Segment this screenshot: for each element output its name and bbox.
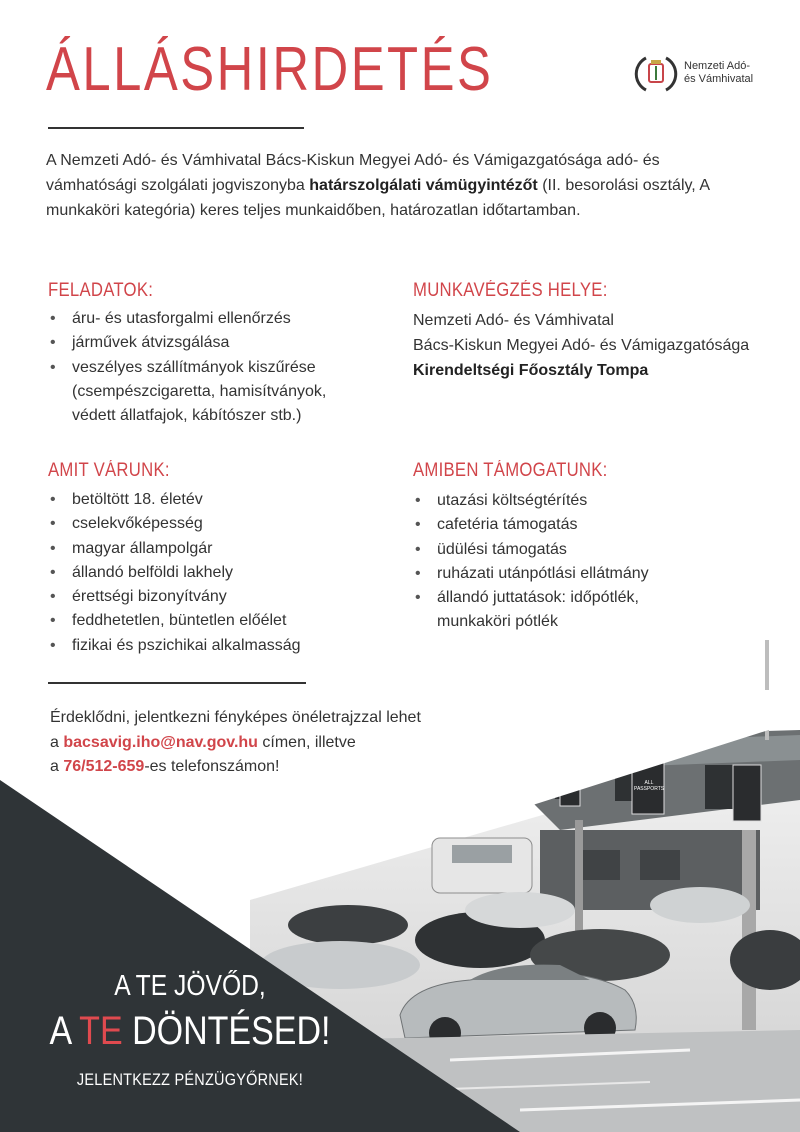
intro-text-1: A Nemzeti Adó- és Vámhivatal Bács-Kiskun Megyei Adó- és Vámigazgatósága adó- és vámhatósági szolgálati jogviszonyba — [46, 152, 660, 194]
slogan-te: TE — [79, 1009, 123, 1053]
list-item: • veszélyes szállítmányok kiszűrése (csempészcigaretta, hamisítványok, védett állatfajok, kábítószer stb.) — [48, 356, 348, 429]
list-item: • állandó juttatások: időpótlék, munkaköri pótlék — [413, 586, 713, 635]
contact-info — [50, 706, 421, 780]
contact-post2: címen, illetve — [257, 733, 356, 751]
amiben-heading: AMIBEN TÁMOGATUNK: — [413, 460, 608, 481]
list-item: • utazási költségtérítés — [413, 489, 713, 513]
booth-sign-text: ALL PASSPORTS — [634, 780, 665, 792]
amit-heading: AMIT VÁRUNK: — [48, 460, 170, 481]
slogan-dontesed: DÖNTÉSED! — [122, 1009, 331, 1053]
slogan — [0, 970, 380, 1090]
page-title: ÁLLÁSHIRDETÉS — [46, 35, 494, 104]
list-item: • áru- és utasforgalmi ellenőrzés — [48, 307, 348, 331]
contact-email[interactable]: bacsavig.iho@nav.gov.hu — [63, 733, 258, 751]
contact-line1: Érdeklődni, jelentkezni fényképes önéletrajzzal lehet — [50, 709, 421, 726]
list-item: • érettségi bizonyítvány — [48, 585, 378, 609]
list-item: • üdülési támogatás — [413, 538, 713, 562]
logo-line1: Nemzeti Adó- — [684, 60, 751, 72]
list-item: • cselekvőképesség — [48, 512, 378, 536]
slogan-a: A — [49, 1009, 80, 1053]
list-item: • betöltött 18. életév — [48, 488, 378, 512]
contact-phone[interactable]: 76/512-659 — [63, 758, 145, 775]
list-item: • cafetéria támogatás — [413, 513, 713, 537]
intro-position: határszolgálati vámügyintézőt — [309, 177, 538, 194]
contact-pre2: a — [50, 733, 64, 751]
slogan-line2 — [29, 1009, 352, 1054]
logo-line2: és Vámhivatal — [684, 73, 754, 85]
contact-pre3: a — [50, 758, 64, 775]
list-item: • ruházati utánpótlási ellátmány — [413, 562, 713, 586]
list-item: • magyar állampolgár — [48, 537, 378, 561]
workplace-line2: Bács-Kiskun Megyei Adó- és Vámigazgatósága — [413, 337, 750, 354]
feladatok-heading: FELADATOK: — [48, 280, 154, 301]
slogan-line3: JELENTKEZZ PÉNZÜGYŐRNEK! — [76, 1070, 304, 1089]
workplace-line3: Kirendeltségi Főosztály Tompa — [413, 362, 649, 379]
list-item: • fizikai és pszichikai alkalmasság — [48, 634, 378, 658]
list-item: • feddhetetlen, büntetlen előélet — [48, 609, 378, 633]
contact-post3: -es telefonszámon! — [144, 758, 280, 775]
intro-text-2: (II. besorolási osztály, A munkaköri kategória) keres teljes munkaidőben, határozatlan időtartamban. — [46, 177, 710, 219]
workplace-line1: Nemzeti Adó- és Vámhivatal — [413, 312, 614, 329]
list-item: • járművek átvizsgálása — [48, 331, 348, 355]
helye-heading: MUNKAVÉGZÉS HELYE: — [413, 280, 608, 301]
slogan-line1: A TE JÖVŐD, — [114, 970, 266, 1002]
list-item: • állandó belföldi lakhely — [48, 561, 378, 585]
